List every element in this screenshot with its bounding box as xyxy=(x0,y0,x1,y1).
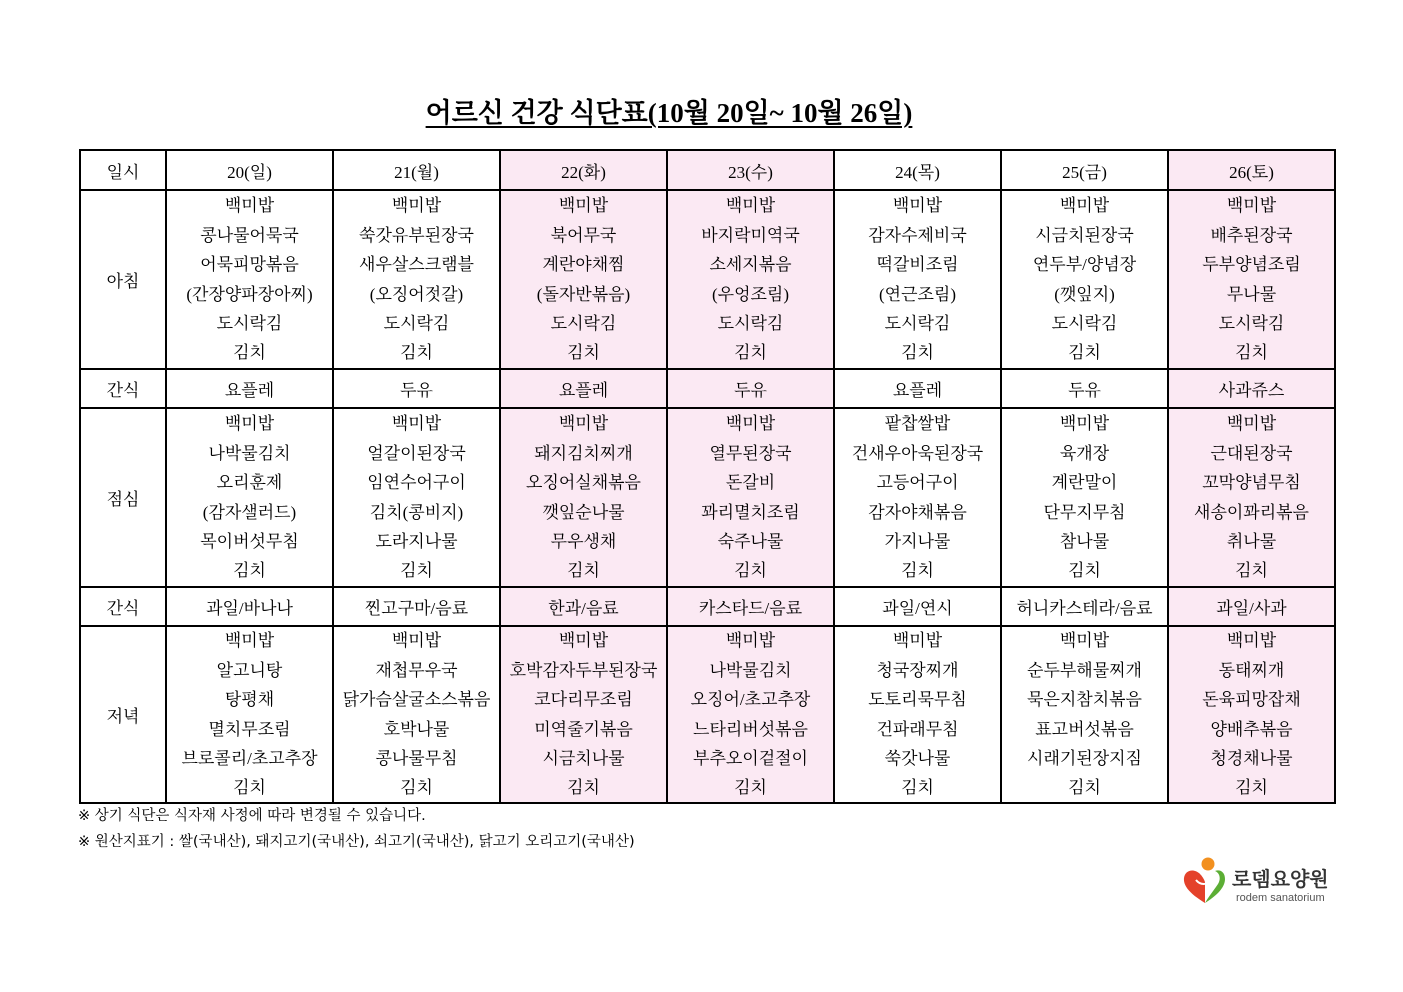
day-header: 22(화) xyxy=(501,151,668,191)
menu-item: 백미밥 xyxy=(391,196,442,216)
menu-item: 계란말이 xyxy=(1051,473,1118,493)
snack-item: 사과쥬스 xyxy=(1169,370,1336,409)
menu-cell xyxy=(334,191,501,370)
menu-item: (오징어젓갈) xyxy=(369,284,464,304)
menu-item: 백미밥 xyxy=(558,414,609,434)
meal-plan-table xyxy=(79,149,1336,804)
menu-item: 도라지나물 xyxy=(375,531,458,551)
menu-item: 열무된장국 xyxy=(709,443,792,463)
menu-cell xyxy=(501,627,668,804)
menu-item: 김치 xyxy=(901,561,934,581)
menu-item: 도토리묵무침 xyxy=(868,690,967,710)
menu-item: 호박나물 xyxy=(383,719,450,739)
menu-cell xyxy=(668,191,835,370)
menu-item: 김치 xyxy=(734,561,767,581)
menu-item: 무우생채 xyxy=(550,531,617,551)
menu-cell xyxy=(1002,409,1169,588)
menu-item: 연두부/양념장 xyxy=(1032,255,1137,275)
menu-item: 건파래무침 xyxy=(876,719,959,739)
menu-item: (우엉조림) xyxy=(711,284,789,304)
menu-item: 돈갈비 xyxy=(725,473,776,493)
meal-time-label: 저녁 xyxy=(81,627,167,804)
menu-item: 김치 xyxy=(1235,778,1268,798)
menu-item: 백미밥 xyxy=(224,414,275,434)
note-origin-label: ※ 원산지표기 : 쌀(국내산), 돼지고기(국내산), 쇠고기(국내산), 닭고기 오리고기(국내산) xyxy=(78,834,635,850)
menu-item: 김치 xyxy=(901,778,934,798)
note-change-notice: ※ 상기 식단은 식자재 사정에 따라 변경될 수 있습니다. xyxy=(78,808,426,824)
menu-item: (간장양파장아찌) xyxy=(186,284,313,304)
menu-item: 묵은지참치볶음 xyxy=(1027,690,1142,710)
menu-item: 임연수어구이 xyxy=(367,473,466,493)
meal-time-label: 점심 xyxy=(81,409,167,588)
menu-item: 깻잎순나물 xyxy=(542,502,625,522)
menu-item: 백미밥 xyxy=(391,414,442,434)
menu-item: 백미밥 xyxy=(725,414,776,434)
menu-item: 김치 xyxy=(567,778,600,798)
menu-item: 김치 xyxy=(400,778,433,798)
snack-item: 두유 xyxy=(334,370,501,409)
menu-cell xyxy=(334,409,501,588)
notes xyxy=(78,805,635,857)
menu-item: 백미밥 xyxy=(558,196,609,216)
meal-time-label: 간식 xyxy=(81,370,167,409)
menu-item: 백미밥 xyxy=(892,196,943,216)
menu-item: 닭가슴살굴소스볶음 xyxy=(342,690,491,710)
menu-cell xyxy=(668,627,835,804)
menu-item: 배추된장국 xyxy=(1210,225,1293,245)
logo-icon xyxy=(1180,855,1230,907)
menu-item: 나박물김치 xyxy=(208,443,291,463)
menu-item: 팥찹쌀밥 xyxy=(884,414,951,434)
snack-item: 요플레 xyxy=(167,370,334,409)
menu-item: 김치(콩비지) xyxy=(369,502,464,522)
menu-item: 백미밥 xyxy=(391,631,442,651)
menu-item: 도시락김 xyxy=(216,313,283,333)
menu-item: 오징어실채볶음 xyxy=(526,473,641,493)
menu-item: 떡갈비조림 xyxy=(876,255,959,275)
day-header: 24(목) xyxy=(835,151,1002,191)
menu-item: 콩나물무침 xyxy=(375,748,458,768)
menu-cell xyxy=(501,191,668,370)
snack-item: 찐고구마/음료 xyxy=(334,588,501,627)
menu-item: 재첩무우국 xyxy=(375,660,458,680)
menu-item: 육개장 xyxy=(1059,443,1110,463)
menu-item: 시래기된장지짐 xyxy=(1027,748,1142,768)
menu-item: 취나물 xyxy=(1226,531,1277,551)
menu-item: 참나물 xyxy=(1059,531,1110,551)
menu-item: 김치 xyxy=(233,778,266,798)
menu-item: 김치 xyxy=(233,561,266,581)
menu-item: 새우살스크램블 xyxy=(359,255,474,275)
logo-subtitle: rodem sanatorium xyxy=(1236,892,1325,904)
menu-item: 표고버섯볶음 xyxy=(1035,719,1134,739)
logo xyxy=(1180,855,1340,911)
menu-item: 도시락김 xyxy=(383,313,450,333)
snack-item: 두유 xyxy=(1002,370,1169,409)
menu-item: 백미밥 xyxy=(224,631,275,651)
snack-item: 과일/바나나 xyxy=(167,588,334,627)
menu-cell xyxy=(1169,191,1336,370)
menu-cell xyxy=(1002,191,1169,370)
menu-item: 얼갈이된장국 xyxy=(367,443,466,463)
page-title: 어르신 건강 식단표(10월 20일~ 10월 26일) xyxy=(425,98,913,128)
menu-cell xyxy=(1169,409,1336,588)
day-header: 20(일) xyxy=(167,151,334,191)
day-header: 21(월) xyxy=(334,151,501,191)
menu-item: 백미밥 xyxy=(1226,196,1277,216)
menu-item: 김치 xyxy=(1068,778,1101,798)
menu-item: 백미밥 xyxy=(1059,631,1110,651)
menu-item: 단무지무침 xyxy=(1043,502,1126,522)
snack-item: 과일/사과 xyxy=(1169,588,1336,627)
menu-item: (감자샐러드) xyxy=(202,502,297,522)
menu-cell xyxy=(167,191,334,370)
menu-item: 도시락김 xyxy=(1051,313,1118,333)
menu-cell xyxy=(835,409,1002,588)
menu-item: 김치 xyxy=(1235,561,1268,581)
menu-item: 감자야채볶음 xyxy=(868,502,967,522)
menu-item: 도시락김 xyxy=(884,313,951,333)
menu-item: 김치 xyxy=(734,778,767,798)
menu-item: 백미밥 xyxy=(1226,414,1277,434)
menu-item: 김치 xyxy=(1068,343,1101,363)
snack-item: 두유 xyxy=(668,370,835,409)
menu-cell xyxy=(1169,627,1336,804)
menu-item: 도시락김 xyxy=(1218,313,1285,333)
menu-item: 북어무국 xyxy=(550,225,617,245)
menu-item: 오리훈제 xyxy=(216,473,283,493)
menu-cell xyxy=(167,627,334,804)
menu-item: 동태찌개 xyxy=(1218,660,1285,680)
menu-item: 숙주나물 xyxy=(717,531,784,551)
menu-item: 시금치나물 xyxy=(542,748,625,768)
meal-time-label: 아침 xyxy=(81,191,167,370)
menu-cell xyxy=(167,409,334,588)
menu-item: 건새우아욱된장국 xyxy=(851,443,984,463)
menu-item: 코다리무조림 xyxy=(534,690,633,710)
menu-item: 꽈리멸치조림 xyxy=(701,502,800,522)
menu-item: 계란야채찜 xyxy=(542,255,625,275)
menu-item: 김치 xyxy=(1235,343,1268,363)
menu-item: 시금치된장국 xyxy=(1035,225,1134,245)
menu-item: 멸치무조림 xyxy=(208,719,291,739)
menu-cell xyxy=(1002,627,1169,804)
menu-item: 백미밥 xyxy=(1226,631,1277,651)
menu-item: 알고니탕 xyxy=(216,660,283,680)
menu-item: 김치 xyxy=(901,343,934,363)
menu-item: 고등어구이 xyxy=(876,473,959,493)
menu-cell xyxy=(668,409,835,588)
menu-item: 바지락미역국 xyxy=(701,225,800,245)
menu-item: 청국장찌개 xyxy=(876,660,959,680)
menu-item: 감자수제비국 xyxy=(868,225,967,245)
menu-item: 느타리버섯볶음 xyxy=(693,719,808,739)
menu-item: 김치 xyxy=(567,343,600,363)
menu-item: 양배추볶음 xyxy=(1210,719,1293,739)
snack-item: 과일/연시 xyxy=(835,588,1002,627)
menu-item: 김치 xyxy=(400,343,433,363)
menu-item: 도시락김 xyxy=(717,313,784,333)
menu-item: 백미밥 xyxy=(1059,414,1110,434)
snack-item: 한과/음료 xyxy=(501,588,668,627)
menu-item: 소세지볶음 xyxy=(709,255,792,275)
menu-item: 김치 xyxy=(567,561,600,581)
menu-item: 돼지김치찌개 xyxy=(534,443,633,463)
snack-item: 허니카스테라/음료 xyxy=(1002,588,1169,627)
snack-item: 요플레 xyxy=(835,370,1002,409)
snack-item: 요플레 xyxy=(501,370,668,409)
menu-item: 쑥갓나물 xyxy=(884,748,951,768)
menu-item: 청경채나물 xyxy=(1210,748,1293,768)
menu-item: 목이버섯무침 xyxy=(200,531,299,551)
menu-item: (돌자반볶음) xyxy=(536,284,631,304)
menu-item: 돈육피망잡채 xyxy=(1202,690,1301,710)
menu-item: 백미밥 xyxy=(725,196,776,216)
menu-item: 도시락김 xyxy=(550,313,617,333)
menu-item: 백미밥 xyxy=(892,631,943,651)
menu-item: (연근조림) xyxy=(878,284,956,304)
menu-item: 호박감자두부된장국 xyxy=(509,660,658,680)
menu-item: 김치 xyxy=(1068,561,1101,581)
day-header: 23(수) xyxy=(668,151,835,191)
menu-item: 꼬막양념무침 xyxy=(1202,473,1301,493)
meal-time-label: 간식 xyxy=(81,588,167,627)
menu-cell xyxy=(835,191,1002,370)
menu-item: 백미밥 xyxy=(725,631,776,651)
menu-cell xyxy=(501,409,668,588)
menu-item: 오징어/초고추장 xyxy=(690,690,811,710)
menu-item: 백미밥 xyxy=(1059,196,1110,216)
day-header: 26(토) xyxy=(1169,151,1336,191)
day-header: 25(금) xyxy=(1002,151,1169,191)
menu-item: 콩나물어묵국 xyxy=(200,225,299,245)
menu-item: (깻잎지) xyxy=(1054,284,1115,304)
snack-item: 카스타드/음료 xyxy=(668,588,835,627)
menu-item: 어묵피망볶음 xyxy=(200,255,299,275)
menu-item: 쑥갓유부된장국 xyxy=(359,225,474,245)
menu-item: 김치 xyxy=(233,343,266,363)
header-corner-label: 일시 xyxy=(81,151,167,191)
menu-item: 미역줄기볶음 xyxy=(534,719,633,739)
menu-item: 부추오이겉절이 xyxy=(693,748,808,768)
menu-cell xyxy=(334,627,501,804)
menu-item: 브로콜리/초고추장 xyxy=(181,748,318,768)
menu-cell xyxy=(835,627,1002,804)
menu-item: 근대된장국 xyxy=(1210,443,1293,463)
menu-item: 탕평채 xyxy=(224,690,275,710)
menu-item: 김치 xyxy=(400,561,433,581)
menu-item: 나박물김치 xyxy=(709,660,792,680)
menu-item: 두부양념조림 xyxy=(1202,255,1301,275)
menu-item: 가지나물 xyxy=(884,531,951,551)
menu-item: 백미밥 xyxy=(558,631,609,651)
menu-item: 백미밥 xyxy=(224,196,275,216)
menu-item: 무나물 xyxy=(1226,284,1277,304)
logo-name: 로뎀요양원 xyxy=(1232,867,1329,891)
menu-item: 새송이꽈리볶음 xyxy=(1194,502,1309,522)
menu-item: 순두부해물찌개 xyxy=(1027,660,1142,680)
menu-item: 김치 xyxy=(734,343,767,363)
